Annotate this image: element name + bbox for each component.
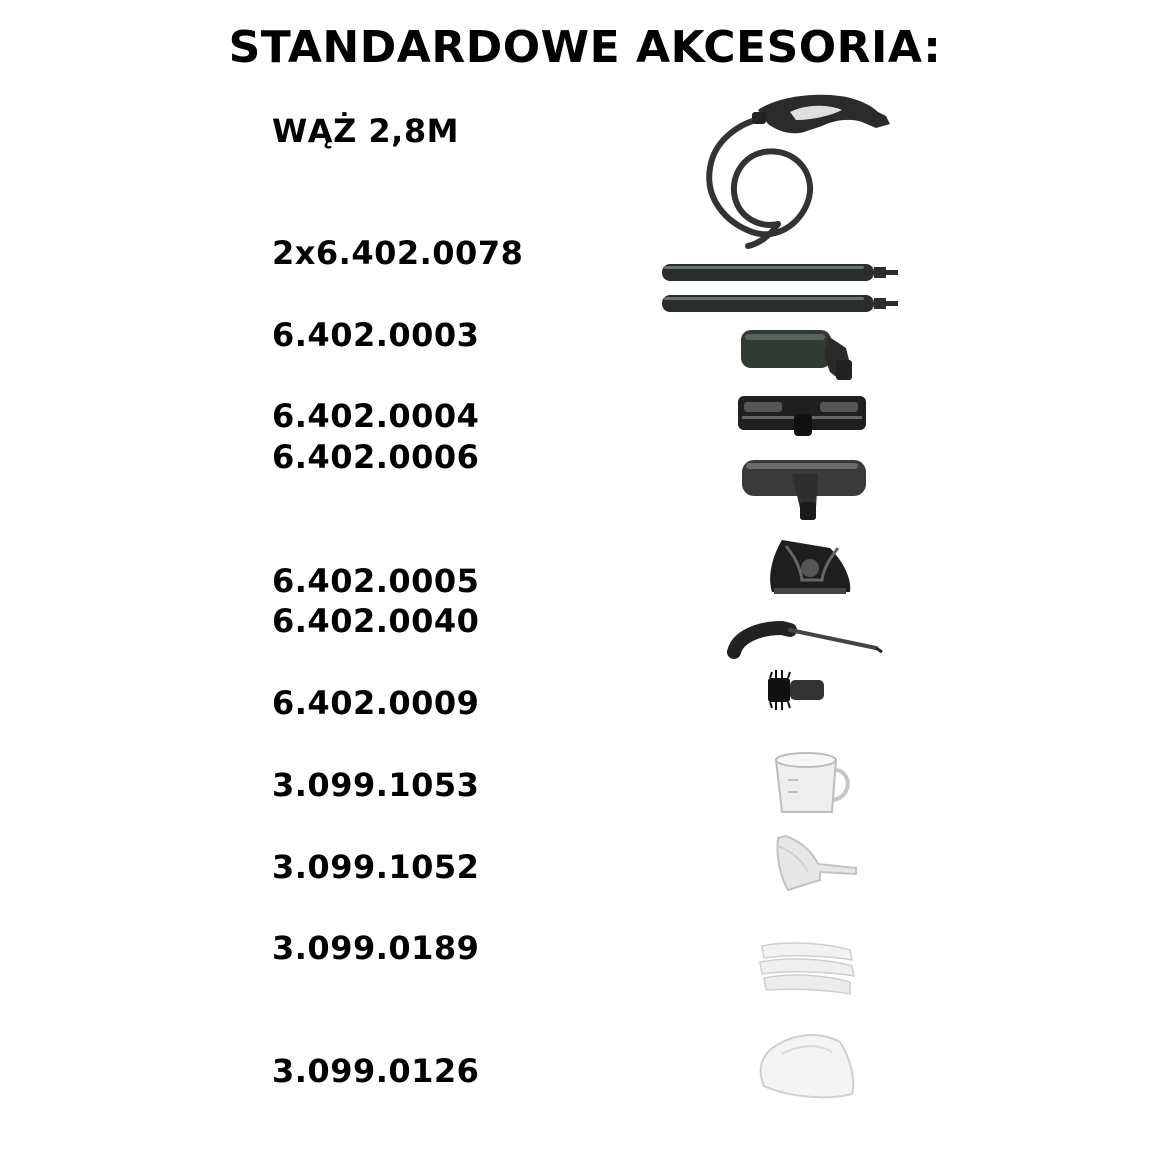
window-squeegee-icon — [742, 460, 866, 520]
item-label-hose: WĄŻ 2,8M — [272, 112, 459, 150]
item-label-funnel: 3.099.1052 — [272, 848, 480, 886]
item-label-triangular-brush: 6.402.0005 — [272, 562, 480, 600]
item-label-measuring-cup: 3.099.1053 — [272, 766, 480, 804]
floor-brush-icon — [738, 396, 866, 436]
cloths-stack-icon — [760, 943, 854, 994]
angled-nozzle-icon — [741, 330, 852, 380]
item-label-triangular-cloth: 3.099.0126 — [272, 1052, 480, 1090]
curved-lance-icon — [734, 628, 882, 652]
extension-tubes-icon — [662, 264, 898, 312]
page-title: STANDARDOWE AKCESORIA: — [228, 22, 942, 73]
item-label-round-brush: 6.402.0009 — [272, 684, 480, 722]
item-label-floor-brush: 6.402.0004 — [272, 397, 480, 435]
triangular-brush-icon — [770, 540, 850, 594]
triangular-cloth-icon — [761, 1035, 854, 1097]
measuring-cup-icon — [776, 753, 848, 812]
item-label-extension-tubes: 2x6.402.0078 — [272, 234, 524, 272]
item-label-window-squeegee: 6.402.0006 — [272, 438, 480, 476]
funnel-icon — [777, 836, 856, 890]
item-label-curved-lance: 6.402.0040 — [272, 602, 480, 640]
item-label-angled-nozzle: 6.402.0003 — [272, 316, 480, 354]
steam-hose-icon — [709, 95, 890, 246]
item-label-cloths: 3.099.0189 — [272, 929, 480, 967]
round-brush-icon — [768, 670, 824, 710]
